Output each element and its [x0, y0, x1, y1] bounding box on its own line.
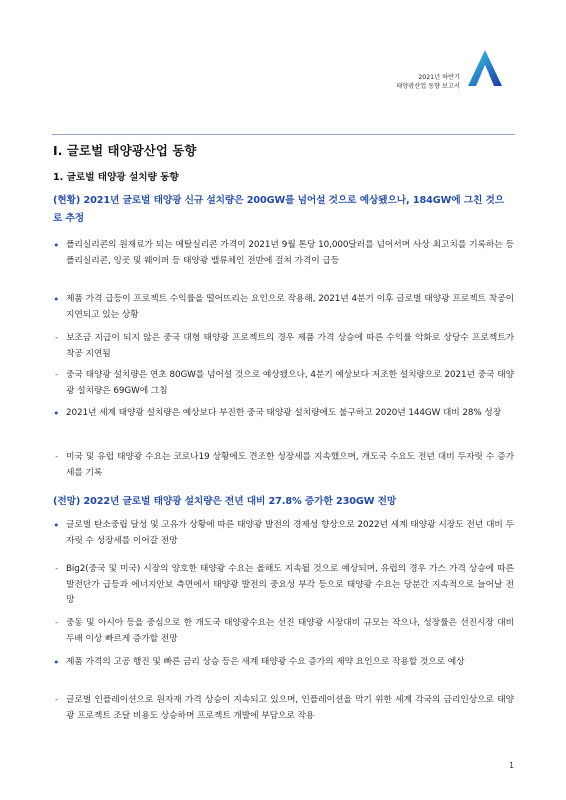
- list-item-text: 폴리실리콘의 원재료가 되는 메탈실리콘 가격이 2021년 9월 톤당 10,000달러를 넘어서며 사상 최고치를 기록하는 등 폴리실리콘, 잉곳 및 웨이퍼 등 태양광 밸류체인 전반에 걸쳐 가격이 급등: [66, 240, 514, 266]
- list-item-text: 2021년 세계 태양광 설치량은 예상보다 부진한 중국 태양광 설치량에도 불구하고 2020년 144GW 대비 28% 성장: [66, 408, 502, 418]
- section-title: I. 글로벌 태양광산업 동향: [53, 143, 197, 158]
- list-item: [53, 238, 514, 269]
- bullet-icon: •: [53, 407, 60, 420]
- list-item-text: 중동 및 아시아 등을 중심으로 한 개도국 태양광수요는 선진 태양광 시장대비 규모는 작으나, 성장률은 선진시장 대비 두배 이상 빠르게 증가할 전망: [66, 618, 514, 644]
- list-item-text: 제품 가격 급등이 프로젝트 수익률을 떨어뜨리는 요인으로 작용해, 2021년 4분기 이후 글로벌 태양광 프로젝트 착공이 지연되고 있는 상황: [66, 294, 514, 320]
- header-year: 2021년 하반기: [418, 74, 460, 81]
- list-item: [53, 406, 514, 422]
- dash-icon: -: [55, 452, 59, 462]
- list-item: [53, 562, 514, 609]
- dash-icon: -: [55, 333, 59, 343]
- list-item-text: 미국 및 유럽 태양광 수요는 코로나19 상황에도 견조한 성장세를 지속했으며, 개도국 수요도 전년 대비 두자릿 수 증가세를 기록: [66, 452, 514, 478]
- dash-icon: -: [55, 618, 59, 628]
- list-item: [53, 292, 514, 323]
- list-item: [53, 518, 514, 549]
- list-item-text: Big2(중국 및 미국) 시장의 양호한 태양광 수요는 올해도 지속될 것으로 예상되며, 유럽의 경우 가스 가격 상승에 따른 발전단가 급등과 에너지안보 측면에서 태양광 발전의 중요성 부각 등으로 태양광 수요는 당분간 지속적으로 늘어날 전망: [66, 564, 514, 606]
- bullet-icon: •: [53, 519, 60, 532]
- lead-outlook: (전망) 2022년 글로벌 태양광 설치량은 전년 대비 27.8% 증가한 230GW 전망: [53, 496, 397, 507]
- triangle-logo-icon: [467, 49, 503, 87]
- page-number: 1: [509, 761, 515, 770]
- bullet-icon: •: [53, 293, 60, 306]
- list-item: [53, 368, 514, 399]
- list-item-text: 보조금 지급이 되지 않은 중국 대형 태양광 프로젝트의 경우 제품 가격 상승에 따른 수익률 악화로 상당수 프로젝트가 착공 지연됨: [66, 333, 514, 359]
- dash-icon: -: [55, 564, 59, 574]
- list-item-text: 제품 가격의 고공 행진 및 빠른 금리 상승 등은 세계 태양광 수요 증가의 제약 요인으로 작용할 것으로 예상: [66, 657, 465, 667]
- bullet-icon: •: [53, 239, 60, 252]
- list-item: [53, 655, 514, 671]
- list-item-text: 글로벌 인플레이션으로 원자재 가격 상승이 지속되고 있으며, 인플레이션을 막기 위한 세계 각국의 금리인상으로 태양광 프로젝트 조달 비용도 상승하며 프로젝트 개발에 부담으로 작용: [66, 695, 514, 721]
- list-item: [53, 450, 514, 481]
- list-item: [53, 331, 514, 362]
- dash-icon: -: [55, 695, 59, 705]
- list-item-text: 중국 태양광 설치량은 연초 80GW를 넘어설 것으로 예상됐으나, 4분기 예상보다 저조한 설치량으로 2021년 중국 태양광 설치량은 69GW에 그침: [66, 370, 514, 396]
- lead-status: (현황) 2021년 글로벌 태양광 신규 설치량은 200GW를 넘어설 것으로 예상됐으나, 184GW에 그친 것으로 추정: [53, 195, 505, 224]
- header-report-title: 태양광산업 동향 보고서: [396, 83, 460, 90]
- list-item-text: 글로벌 탄소중립 달성 및 고유가 상황에 따른 태양광 발전의 경제성 향상으로 2022년 세계 태양광 시장도 전년 대비 두자릿 수 성장세를 이어갈 전망: [66, 520, 514, 546]
- section-subtitle: 1. 글로벌 태양광 설치량 동향: [53, 172, 179, 183]
- bullet-icon: •: [53, 656, 60, 669]
- dash-icon: -: [55, 370, 59, 380]
- header-rule: [52, 134, 515, 135]
- list-item: [53, 693, 514, 724]
- list-item: [53, 616, 514, 647]
